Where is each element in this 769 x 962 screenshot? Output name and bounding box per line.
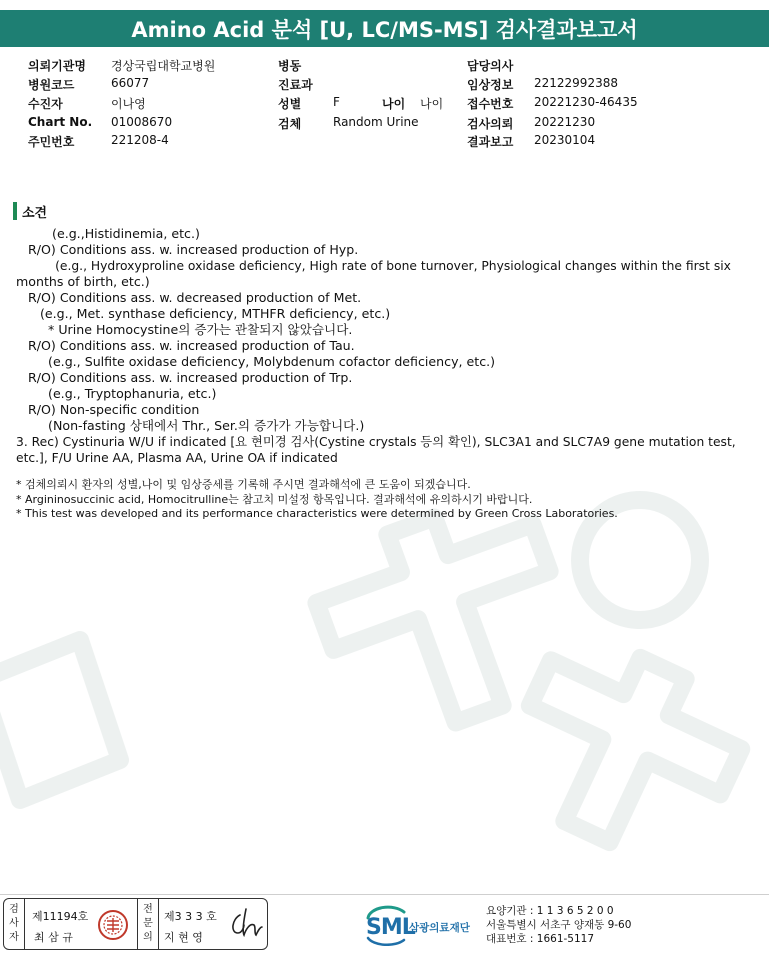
finding-line: (e.g., Met. synthase deficiency, MTHFR deficiency, etc.) bbox=[16, 306, 391, 321]
specimen-value: Random Urine bbox=[333, 115, 419, 129]
footnotes bbox=[16, 478, 756, 522]
clinical-info-label: 임상정보 bbox=[467, 78, 514, 92]
recommendation-text: 3. Rec) Cystinuria W/U if indicated [요 현미경 검사(Cystine crystals 등의 확인), SLC3A1 and SLC7A9 gene mutation test, etc.], F/U Urine AA, Plasma AA, Urine OA if indicated bbox=[16, 435, 736, 465]
specimen-label: 검체 bbox=[278, 117, 302, 131]
request-date-value: 20221230 bbox=[534, 115, 596, 129]
finding-line: * Urine Homocystine의 증가는 관찰되지 않았습니다. bbox=[16, 322, 353, 337]
organization-name: 삼광의료재단 bbox=[409, 922, 470, 934]
finding-line: (e.g., Hydroxyproline oxidase deficiency, High rate of bone turnover, Physiological changes within the first six bbox=[16, 259, 731, 273]
care-institution-no: 요양기관 : 1 1 3 6 5 2 0 0 bbox=[486, 905, 614, 917]
age-label: 나이 bbox=[382, 97, 406, 111]
sex-label: 성별 bbox=[278, 97, 302, 111]
request-date-label: 검사의뢰 bbox=[467, 117, 514, 131]
signature-box bbox=[3, 898, 268, 950]
footnote: * This test was developed and its performance characteristics were determined by Green Cross Laboratories. bbox=[16, 507, 618, 520]
finding-line: R/O) Conditions ass. w. decreased production of Met. bbox=[16, 290, 362, 305]
dept-label: 진료과 bbox=[278, 78, 313, 92]
finding-line: (e.g.,Histidinemia, etc.) bbox=[16, 226, 200, 241]
finding-line: R/O) Conditions ass. w. increased production of Trp. bbox=[16, 370, 353, 385]
reviewer-name: 지 현 영 bbox=[164, 931, 203, 944]
handwritten-signature-icon bbox=[226, 905, 266, 943]
section-marker bbox=[13, 202, 17, 220]
hospital-code-label: 병원코드 bbox=[28, 78, 75, 92]
findings-body bbox=[16, 226, 751, 466]
finding-line: R/O) Non-specific condition bbox=[16, 402, 200, 417]
result-date-label: 결과보고 bbox=[467, 135, 514, 149]
resident-no-value: 221208-4 bbox=[111, 133, 169, 147]
result-date-value: 20230104 bbox=[534, 133, 596, 147]
resident-no-label: 주민번호 bbox=[28, 135, 75, 149]
finding-line: (e.g., Sulfite oxidase deficiency, Molybdenum cofactor deficiency, etc.) bbox=[16, 354, 496, 369]
footnote: * 검체의뢰시 환자의 성별,나이 및 임상증세를 기록해 주시면 결과해석에 큰 도움이 되겠습니다. bbox=[16, 478, 471, 491]
divider bbox=[158, 899, 159, 949]
institution-value: 경상국립대학교병원 bbox=[111, 59, 216, 73]
reviewer-license-no: 제3 3 3 호 bbox=[164, 910, 217, 923]
finding-line: R/O) Conditions ass. w. increased production of Hyp. bbox=[16, 242, 359, 257]
chart-no-value: 01008670 bbox=[111, 115, 173, 129]
finding-line: months of birth, etc.) bbox=[16, 274, 150, 289]
doctor-label: 담당의사 bbox=[467, 59, 514, 73]
sex-value: F bbox=[333, 95, 340, 109]
hospital-code-value: 66077 bbox=[111, 76, 150, 90]
report-title: Amino Acid 분석 [U, LC/MS-MS] 검사결과보고서 bbox=[0, 10, 769, 47]
receipt-no-value: 20221230-46435 bbox=[534, 95, 638, 109]
examiner-license-no: 제11194호 bbox=[32, 910, 89, 923]
chart-no-label: Chart No. bbox=[28, 115, 93, 129]
ward-label: 병동 bbox=[278, 59, 302, 73]
examinee-label: 수진자 bbox=[28, 97, 63, 111]
age-value: 나이 bbox=[420, 97, 444, 111]
contact-info bbox=[486, 904, 631, 946]
divider bbox=[137, 899, 138, 949]
finding-line: (e.g., Tryptophanuria, etc.) bbox=[16, 386, 217, 401]
examiner-label: 검사자 bbox=[9, 904, 19, 943]
footnote: * Argininosuccinic acid, Homocitrulline는 참고치 미설정 항목입니다. 결과해석에 유의하시기 바랍니다. bbox=[16, 492, 533, 506]
divider bbox=[24, 899, 25, 949]
footer-divider bbox=[0, 894, 769, 895]
examinee-value: 이나영 bbox=[111, 97, 146, 111]
receipt-no-label: 접수번호 bbox=[467, 97, 514, 111]
reviewer-label: 전문의 bbox=[143, 904, 153, 943]
official-seal-icon bbox=[97, 909, 129, 941]
phone-number: 대표번호 : 1661-5117 bbox=[486, 933, 595, 945]
address: 서울특별시 서초구 양재동 9-60 bbox=[486, 919, 632, 931]
examiner-name: 최 삼 규 bbox=[34, 931, 73, 944]
findings-heading bbox=[13, 202, 47, 220]
finding-line: (Non-fasting 상태에서 Thr., Ser.의 증가가 가능합니다.) bbox=[16, 418, 365, 433]
clinical-info-value: 22122992388 bbox=[534, 76, 618, 90]
finding-line: R/O) Conditions ass. w. increased production of Tau. bbox=[16, 338, 355, 353]
sml-logo-text: SML bbox=[366, 915, 415, 940]
findings-heading-text: 소견 bbox=[22, 205, 48, 221]
institution-label: 의뢰기관명 bbox=[28, 59, 86, 73]
